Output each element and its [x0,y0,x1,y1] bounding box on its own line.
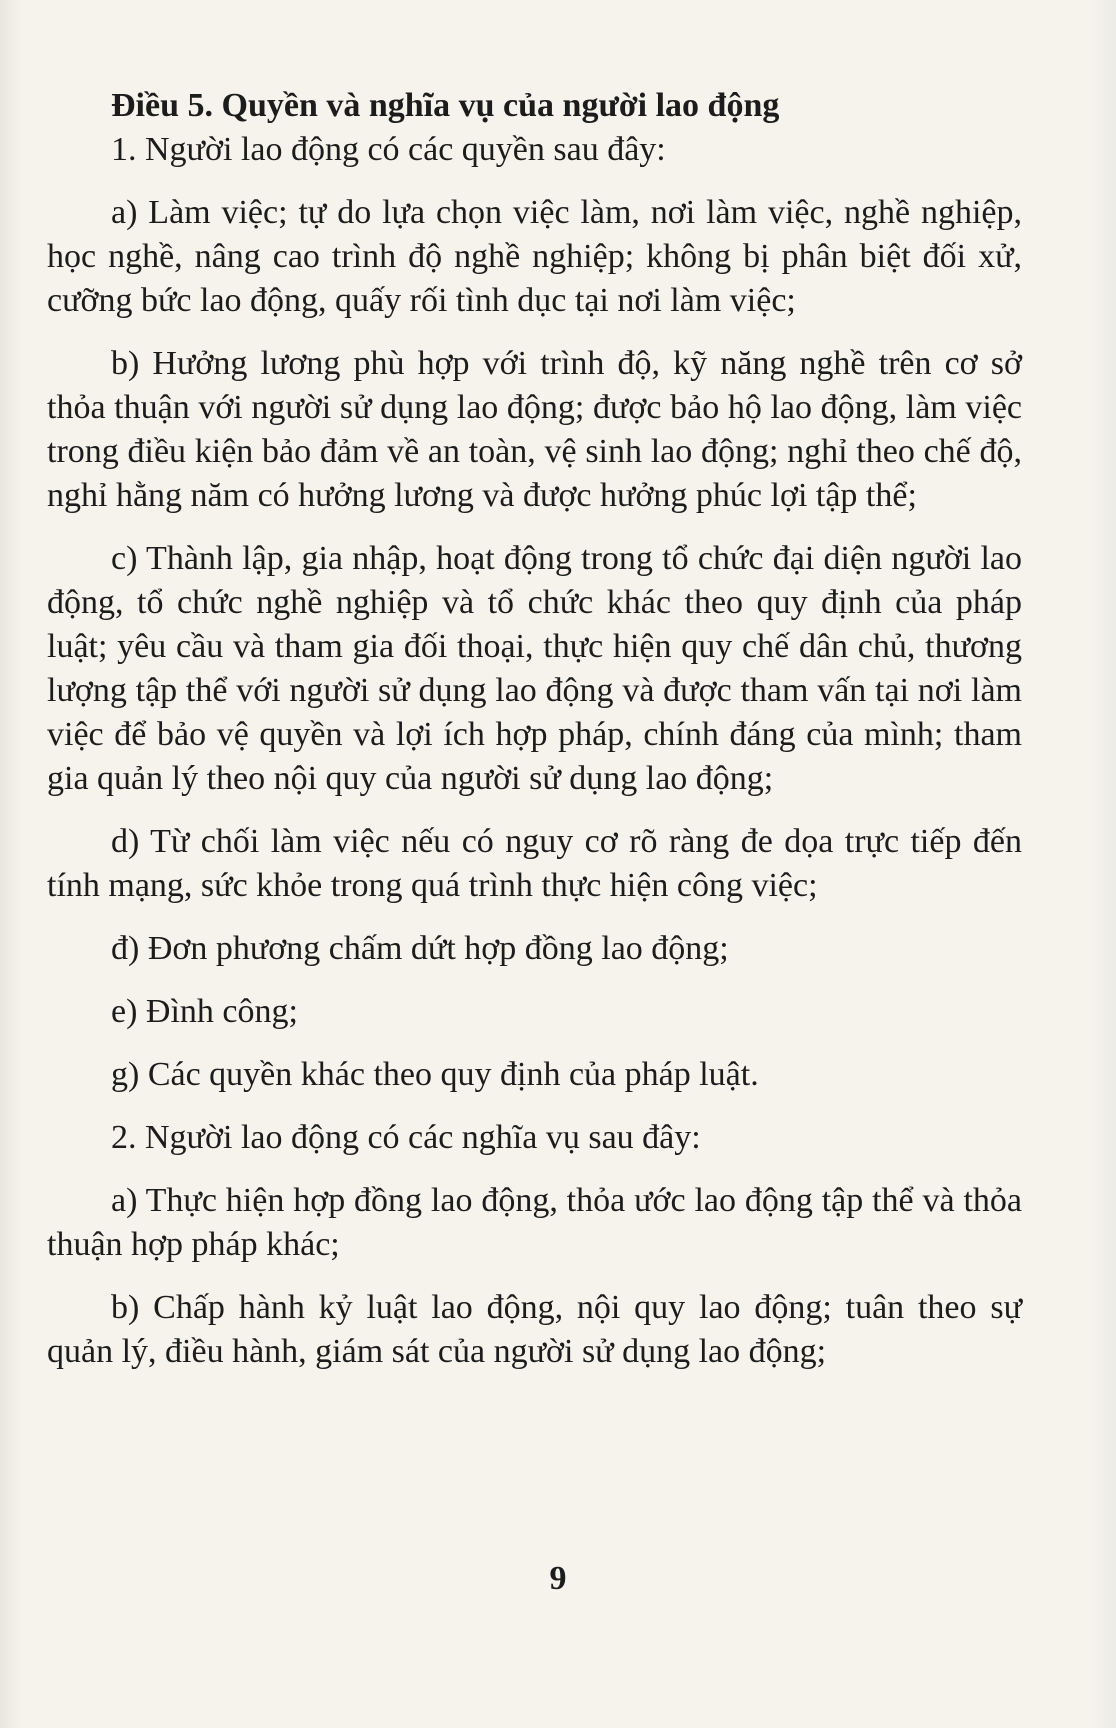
paragraph-rights-intro: 1. Người lao động có các quyền sau đây: [111,131,666,168]
paragraph-right-d: d) Từ chối làm việc nếu có nguy cơ rõ ràng đe dọa trực tiếp đến tính mạng, sức khỏe trong quá trình thực hiện công việc; [47,823,1022,904]
paragraph-right-e: e) Đình công; [111,993,298,1030]
paragraph-obligation-a: a) Thực hiện hợp đồng lao động, thỏa ước lao động tập thể và thỏa thuận hợp pháp khác; [47,1182,1022,1263]
article-body [47,84,1022,1374]
paragraph-right-a: a) Làm việc; tự do lựa chọn việc làm, nơi làm việc, nghề nghiệp, học nghề, nâng cao trình độ nghề nghiệp; không bị phân biệt đối xử, cưỡng bức lao động, quấy rối tình dục tại nơi làm việc; [47,194,1022,319]
paragraph-right-dd: đ) Đơn phương chấm dứt hợp đồng lao động; [111,930,729,967]
paragraph-obligation-b: b) Chấp hành kỷ luật lao động, nội quy lao động; tuân theo sự quản lý, điều hành, giám sát của người sử dụng lao động; [47,1289,1022,1370]
paragraph-right-c: c) Thành lập, gia nhập, hoạt động trong tổ chức đại diện người lao động, tổ chức nghề nghiệp và tổ chức khác theo quy định của pháp luật; yêu cầu và tham gia đối thoại, thực hiện quy chế dân chủ, thương lượng tập thể với người sử dụng lao động và được tham vấn tại nơi làm việc để bảo vệ quyền và lợi ích hợp pháp, chính đáng của mình; tham gia quản lý theo nội quy của người sử dụng lao động; [47,540,1022,797]
article-heading: Điều 5. Quyền và nghĩa vụ của người lao động [111,87,780,124]
paragraph-right-g: g) Các quyền khác theo quy định của pháp luật. [111,1056,759,1093]
paragraph-obligations-intro: 2. Người lao động có các nghĩa vụ sau đây: [111,1119,701,1156]
page-number: 9 [549,1560,567,1597]
paragraph-right-b: b) Hưởng lương phù hợp với trình độ, kỹ năng nghề trên cơ sở thỏa thuận với người sử dụng lao động; được bảo hộ lao động, làm việc trong điều kiện bảo đảm về an toàn, vệ sinh lao động; nghỉ theo chế độ, nghỉ hằng năm có hưởng lương và được hưởng phúc lợi tập thể; [47,345,1022,514]
